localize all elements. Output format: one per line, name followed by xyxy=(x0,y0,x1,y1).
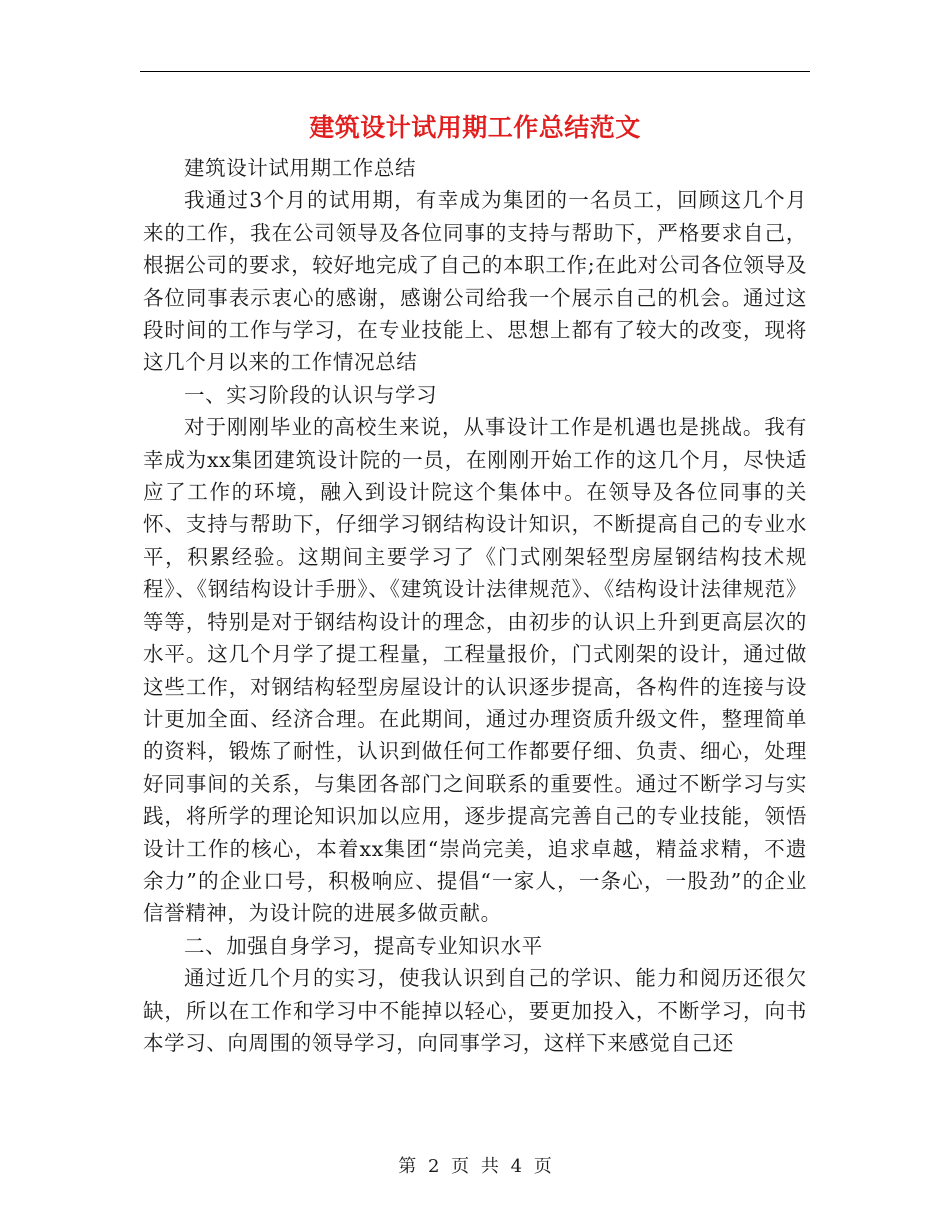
intro-paragraph: 我通过3个月的试用期，有幸成为集团的一名员工，回顾这几个月来的工作，我在公司领导及各位同事的支持与帮助下，严格要求自己，根据公司的要求，较好地完成了自己的本职工作;在此对公司各位领导及各位同事表示衷心的感谢，感谢公司给我一个展示自己的机会。通过这段时间的工作与学习，在专业技能上、思想上都有了较大的改变，现将这几个月以来的工作情况总结 xyxy=(143,188,807,375)
page-footer: 第 2 页 共 4 页 xyxy=(398,1156,552,1177)
section-2-paragraph: 通过近几个月的实习，使我认识到自己的学识、能力和阅历还很欠缺，所以在工作和学习中不能掉以轻心，要更加投入，不断学习，向书本学习、向周围的领导学习，向同事学习，这样下来感觉自己还 xyxy=(143,966,807,1055)
section-heading-1: 一、实习阶段的认识与学习 xyxy=(184,382,438,407)
document-body xyxy=(143,152,807,1059)
document-title: 建筑设计试用期工作总结范文 xyxy=(309,113,641,142)
section-heading-2: 二、加强自身学习，提高专业知识水平 xyxy=(184,933,543,958)
header-rule xyxy=(140,71,810,72)
subtitle-paragraph: 建筑设计试用期工作总结 xyxy=(184,156,417,180)
section-1-paragraph: 对于刚刚毕业的高校生来说，从事设计工作是机遇也是挑战。我有幸成为xx集团建筑设计院的一员，在刚刚开始工作的这几个月，尽快适应了工作的环境，融入到设计院这个集体中。在领导及各位同事的关怀、支持与帮助下，仔细学习钢结构设计知识，不断提高自己的专业水平，积累经验。这期间主要学习了《门式刚架轻型房屋钢结构技术规程》、《钢结构设计手册》、《建筑设计法律规范》、《结构设计法律规范》等等，特别是对于钢结构设计的理念，由初步的认识上升到更高层次的水平。这几个月学了提工程量，工程量报价，门式刚架的设计，通过做这些工作，对钢结构轻型房屋设计的认识逐步提高，各构件的连接与设计更加全面、经济合理。在此期间，通过办理资质升级文件，整理简单的资料，锻炼了耐性，认识到做任何工作都要仔细、负责、细心，处理好同事间的关系，与集团各部门之间联系的重要性。通过不断学习与实践，将所学的理论知识加以应用，逐步提高完善自己的专业技能，领悟设计工作的核心，本着xx集团“崇尚完美，追求卓越，精益求精，不遗余力”的企业口号，积极响应、提倡“一家人，一条心，一股劲”的企业信誉精神，为设计院的进展多做贡献。 xyxy=(143,415,807,926)
